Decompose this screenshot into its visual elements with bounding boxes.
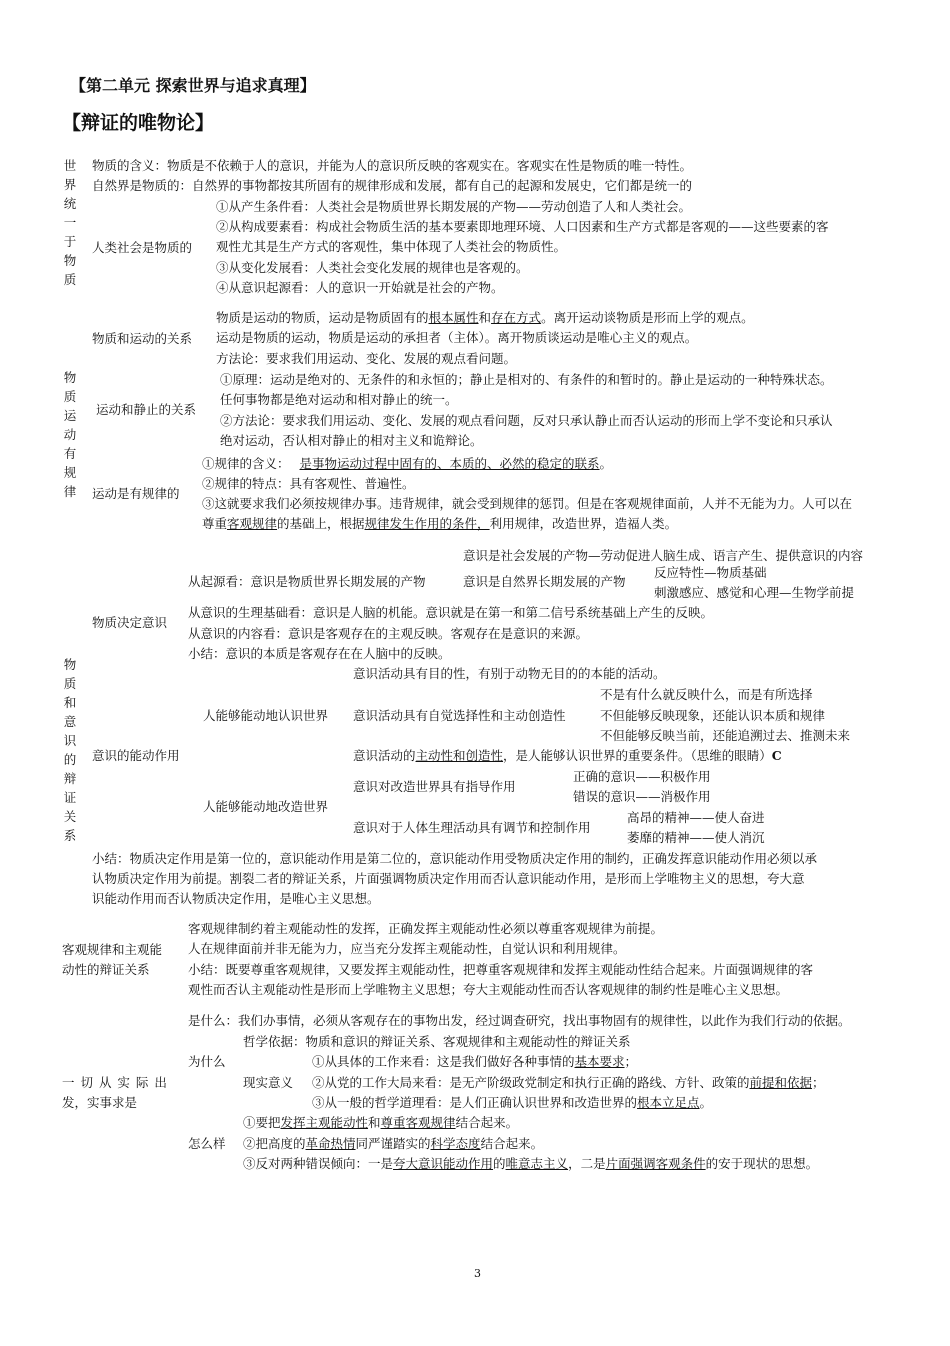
s2-law-line-4: 尊重客观规律的基础上，根据规律发生作用的条件，利用规律，改造世界，造福人类。 <box>202 516 678 531</box>
underlined-term: 唯意志主义 <box>505 1156 569 1171</box>
s1-point-2b: 观性尤其是生产方式的客观性，集中体现了人类社会的物质性。 <box>216 239 567 254</box>
s5-why-1: ①从具体的工作来看：这是我们做好各种事情的基本要求； <box>312 1054 638 1069</box>
underlined-term: 规律发生作用的条件， <box>364 516 490 531</box>
s3-active-label: 意识的能动作用 <box>92 748 180 763</box>
underlined-term: 前提和依据 <box>749 1075 813 1090</box>
s3-change-label: 人能够能动地改造世界 <box>203 799 329 814</box>
s2-matter-motion-label: 物质和运动的关系 <box>92 331 193 346</box>
s3-sel-3: 不但能够反映当前，还能追溯过去、推测未来 <box>600 728 851 743</box>
section-title: 【辩证的唯物论】 <box>62 112 215 134</box>
s3-selective: 意识活动具有自觉选择性和主动创造性 <box>353 708 566 723</box>
s3-summary-1: 小结：意识的本质是客观存在在人脑中的反映。 <box>188 646 451 661</box>
s3-summary-b: 认物质决定作用为前提。割裂二者的辩证关系，片面强调物质决定作用而否认意识能动作用，是形而上学唯物主义的思想，夸大意 <box>92 871 805 886</box>
s1-society-label: 人类社会是物质的 <box>92 240 193 255</box>
s3-summary-a: 小结：物质决定作用是第一位的，意识能动作用是第二位的，意识能动作用受物质决定作用的制约，正确发挥意识能动作用必须以承 <box>92 851 818 866</box>
s3-body-1: 高昂的精神——使人奋进 <box>627 810 765 825</box>
s3-origin-bio: 刺激感应、感觉和心理—生物学前提 <box>654 585 855 600</box>
s5-what: 是什么：我们办事情，必须从客观存在的事物出发，经过调查研究，找出事物固有的规律性，以此作为我们行动的依据。 <box>188 1013 851 1028</box>
s3-know-label: 人能够能动地认识世界 <box>203 708 329 723</box>
s4-line-3: 小结：既要尊重客观规律，又要发挥主观能动性，把尊重客观规律和发挥主观能动性结合起来。片面强调规律的客 <box>188 962 814 977</box>
s4-line-2: 人在规律面前并非无能为力，应当充分发挥主观能动性，自觉认识和利用规律。 <box>188 941 626 956</box>
s2-mm-line-3: 方法论：要求我们用运动、变化、发展的观点看问题。 <box>216 351 517 366</box>
s3-sel-1: 不是有什么就反映什么，而是有所选择 <box>600 687 813 702</box>
s3-purpose: 意识活动具有目的性，有别于动物无目的的本能的活动。 <box>353 666 666 681</box>
s5-how-1: ①要把发挥主观能动性和尊重客观规律结合起来。 <box>243 1115 519 1130</box>
s3-active-creative: 意识活动的主动性和创造性，是人能够认识世界的重要条件。（思维的眼睛）C <box>353 748 782 763</box>
s5-how-2: ②把高度的革命热情同严谨踏实的科学态度结合起来。 <box>243 1136 544 1151</box>
underlined-term: 革命热情 <box>305 1136 356 1151</box>
s3-body-2: 萎靡的精神——使人消沉 <box>627 830 765 845</box>
s2-mm-line-1: 物质是运动的物质，运动是物质固有的根本属性和存在方式。离开运动谈物质是形而上学的观点。 <box>216 310 754 325</box>
s3-origin-reflex: 反应特性—物质基础 <box>654 565 767 580</box>
s2-law-line-3: ③这就要求我们必须按规律办事。违背规律，就会受到规律的惩罚。但是在客观规律面前，人并不无能为力。人可以在 <box>202 496 853 511</box>
underlined-term: 片面强调客观条件 <box>605 1156 706 1171</box>
s2-ms-line-2: 任何事物都是绝对运动和相对静止的统一。 <box>220 392 458 407</box>
s5-why: 为什么 <box>188 1054 226 1069</box>
underlined-term: 发挥主观能动性 <box>280 1115 369 1130</box>
s4-line-4: 观性而否认主观能动性是形而上学唯物主义思想；夸大主观能动性而否认客观规律的制约性是唯心主义思想。 <box>188 982 789 997</box>
s5-philosophy-basis: 哲学依据：物质和意识的辩证关系、客观规律和主观能动性的辩证关系 <box>243 1034 631 1049</box>
s3-guide-1: 正确的意识——积极作用 <box>573 769 711 784</box>
s4-line-1: 客观规律制约着主观能动性的发挥，正确发挥主观能动性必须以尊重客观规律为前提。 <box>188 921 664 936</box>
underlined-term: 根本属性 <box>428 310 479 325</box>
unit-title: 【第二单元 探索世界与追求真理】 <box>70 76 316 95</box>
s2-mm-line-2: 运动是物质的运动，物质是运动的承担者（主体）。离开物质谈运动是唯心主义的观点。 <box>216 330 698 345</box>
s2-law-line-2: ②规律的特点：具有客观性、普遍性。 <box>202 476 415 491</box>
s5-how: 怎么样 <box>188 1136 226 1151</box>
underlined-term: 夸大意识能动作用 <box>393 1156 494 1171</box>
s3-content: 从意识的内容看：意识是客观存在的主观反映。客观存在是意识的来源。 <box>188 626 589 641</box>
s1-line-nature: 自然界是物质的：自然界的事物都按其所固有的规律形成和发展，都有自己的起源和发展史，它们都是统一的 <box>92 178 693 193</box>
side-label-matter-consciousness: 物质和意识的辩证关系 <box>63 657 77 843</box>
s3-physio: 从意识的生理基础看：意识是人脑的机能。意识就是在第一和第二信号系统基础上产生的反映。 <box>188 605 714 620</box>
s3-body: 意识对于人体生理活动具有调节和控制作用 <box>353 820 591 835</box>
s1-line-definition: 物质的含义：物质是不依赖于人的意识，并能为人的意识所反映的客观实在。客观实在性是物质的唯一特性。 <box>92 158 693 173</box>
s2-ms-line-4: 绝对运动，否认相对静止的相对主义和诡辩论。 <box>220 433 483 448</box>
s1-point-1: ①从产生条件看：人类社会是物质世界长期发展的产物——劳动创造了人和人类社会。 <box>216 199 692 214</box>
side-label-motion-law: 物质运动有规律 <box>63 370 77 499</box>
s5-why-3: ③从一般的哲学道理看：是人们正确认识世界和改造世界的根本立足点。 <box>312 1095 713 1110</box>
underlined-term: 客观规律 <box>227 516 278 531</box>
s1-point-3: ③从变化发展看：人类社会变化发展的规律也是客观的。 <box>216 260 529 275</box>
s4-label-a: 客观规律和主观能 <box>62 942 163 957</box>
s3-sel-2: 不但能够反映现象，还能认识本质和规律 <box>600 708 826 723</box>
underlined-term: 根本立足点 <box>637 1095 700 1110</box>
s5-reality: 现实意义 <box>243 1075 294 1090</box>
s3-origin-social: 意识是社会发展的产物—劳动促进人脑生成、语言产生、提供意识的内容 <box>463 548 864 563</box>
s2-law-label: 运动是有规律的 <box>92 486 180 501</box>
s2-ms-line-1: ①原理：运动是绝对的、无条件的和永恒的；静止是相对的、有条件的和暂时的。静止是运动的一种特殊状态。 <box>220 372 833 387</box>
s4-label-b: 动性的辩证关系 <box>62 962 150 977</box>
s2-ms-line-3: ②方法论：要求我们用运动、变化、发展的观点看问题，反对只承认静止而否认运动的形而上学不变论和只承认 <box>220 413 833 428</box>
s3-summary-c: 识能动作用而否认物质决定作用，是唯心主义思想。 <box>92 891 380 906</box>
s5-how-3: ③反对两种错误倾向：一是夸大意识能动作用的唯意志主义，二是片面强调客观条件的安于现状的思想。 <box>243 1156 819 1171</box>
s1-point-4: ④从意识起源看：人的意识一开始就是社会的产物。 <box>216 280 504 295</box>
underlined-term: 科学态度 <box>430 1136 481 1151</box>
side-label-world-unity: 世界统一于物质 <box>63 158 77 287</box>
s3-guide: 意识对改造世界具有指导作用 <box>353 779 516 794</box>
page-number: 3 <box>474 1267 481 1280</box>
underlined-term: 存在方式 <box>491 310 542 325</box>
s3-decide-label: 物质决定意识 <box>92 615 168 630</box>
underlined-term: 主动性和创造性 <box>415 748 504 763</box>
s5-label-a: 一 切 从 实 际 出 <box>62 1075 167 1090</box>
s5-label-b: 发，实事求是 <box>62 1095 138 1110</box>
underlined-term: 尊重客观规律 <box>380 1115 456 1130</box>
s3-origin-nature: 意识是自然界长期发展的产物 <box>463 574 626 589</box>
s3-origin-label: 从起源看：意识是物质世界长期发展的产物 <box>188 574 426 589</box>
s1-point-2a: ②从构成要素看：构成社会物质生活的基本要素即地理环境、人口因素和生产方式都是客观的——这些要素的客 <box>216 219 829 234</box>
s3-guide-2: 错误的意识——消极作用 <box>573 789 711 804</box>
s5-why-2: ②从党的工作大局来看：是无产阶级政党制定和执行正确的路线、方针、政策的前提和依据； <box>312 1075 825 1090</box>
underlined-term: 是事物运动过程中固有的、本质的、必然的稳定的联系 <box>299 456 600 471</box>
underlined-term: 基本要求 <box>574 1054 625 1069</box>
s2-motion-rest-label: 运动和静止的关系 <box>96 402 197 417</box>
s2-law-line-1: ①规律的含义： 是事物运动过程中固有的、本质的、必然的稳定的联系。 <box>202 456 613 471</box>
